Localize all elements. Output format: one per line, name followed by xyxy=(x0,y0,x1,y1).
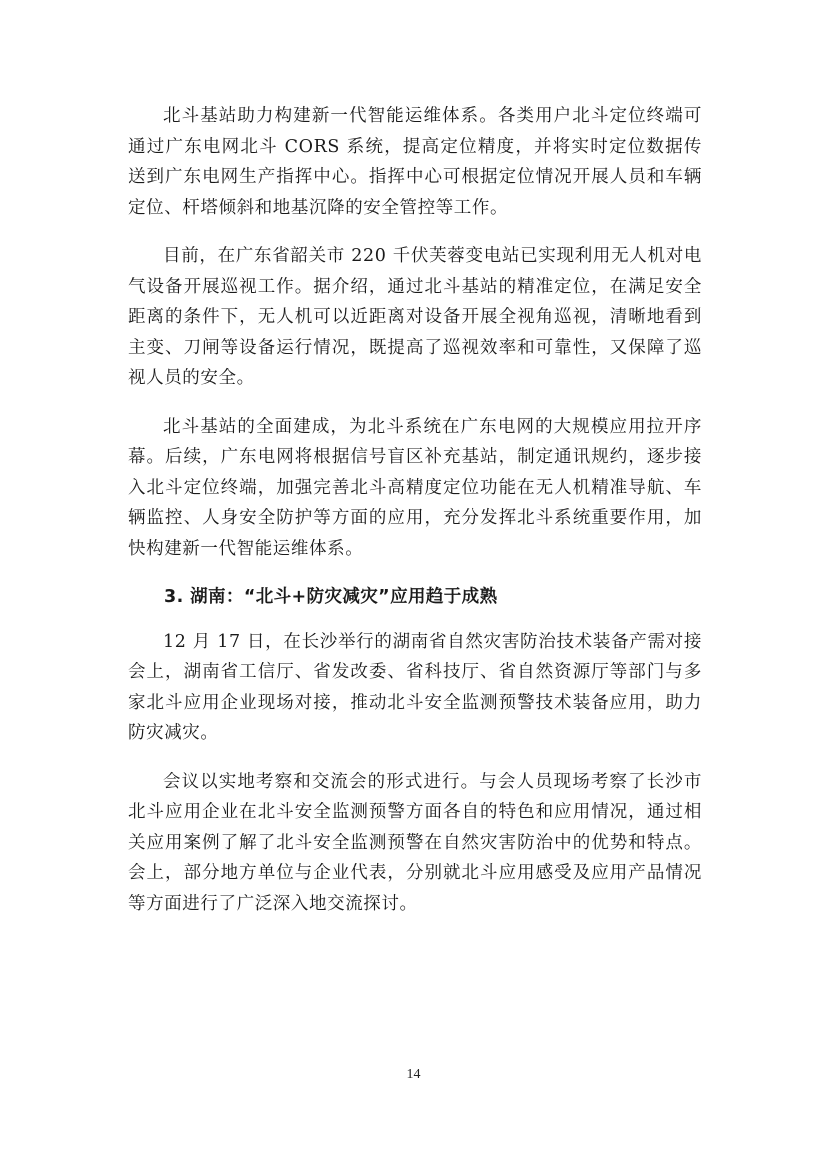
paragraph-beidou-ops-system: 北斗基站助力构建新一代智能运维体系。各类用户北斗定位终端可通过广东电网北斗 CORS 系统，提高定位精度，并将实时定位数据传送到广东电网生产指挥中心。指挥中心可根据定位情况开展人员和车辆定位、杆塔倾斜和地基沉降的安全管控等工作。 xyxy=(128,106,702,218)
paragraph-site-visit: 会议以实地考察和交流会的形式进行。与会人员现场考察了长沙市北斗应用企业在北斗安全监测预警方面各自的特色和应用情况，通过相关应用案例了解了北斗安全监测预警在自然灾害防治中的优势和特点。会上，部分地方单位与企业代表，分别就北斗应用感受及应用产品情况等方面进行了广泛深入地交流探讨。 xyxy=(128,771,702,914)
paragraph-shaoguan-drone-inspection: 目前，在广东省韶关市 220 千伏芙蓉变电站已实现利用无人机对电气设备开展巡视工作。据介绍，通过北斗基站的精准定位，在满足安全距离的条件下，无人机可以近距离对设备开展全视角巡视，清晰地看到主变、刀闸等设备运行情况，既提高了巡视效率和可靠性，又保障了巡视人员的安全。 xyxy=(128,246,702,388)
paragraph-changsha-meeting: 12 月 17 日，在长沙举行的湖南省自然灾害防治技术装备产需对接会上，湖南省工信厅、省发改委、省科技厅、省自然资源厅等部门与多家北斗应用企业现场对接，推动北斗安全监测预警技术装备应用，助力防灾减灾。 xyxy=(128,631,702,743)
section-heading-hunan: 3. 湖南：“北斗+防灾减灾”应用趋于成熟 xyxy=(164,587,498,607)
document-body xyxy=(128,101,702,937)
page-number: 14 xyxy=(406,1067,421,1082)
paragraph-beidou-base-stations: 北斗基站的全面建成，为北斗系统在广东电网的大规模应用拉开序幕。后续，广东电网将根据信号盲区补充基站，制定通讯规约，逐步接入北斗定位终端，加强完善北斗高精度定位功能在无人机精准导航、车辆监控、人身安全防护等方面的应用，充分发挥北斗系统重要作用，加快构建新一代智能运维体系。 xyxy=(128,416,702,559)
